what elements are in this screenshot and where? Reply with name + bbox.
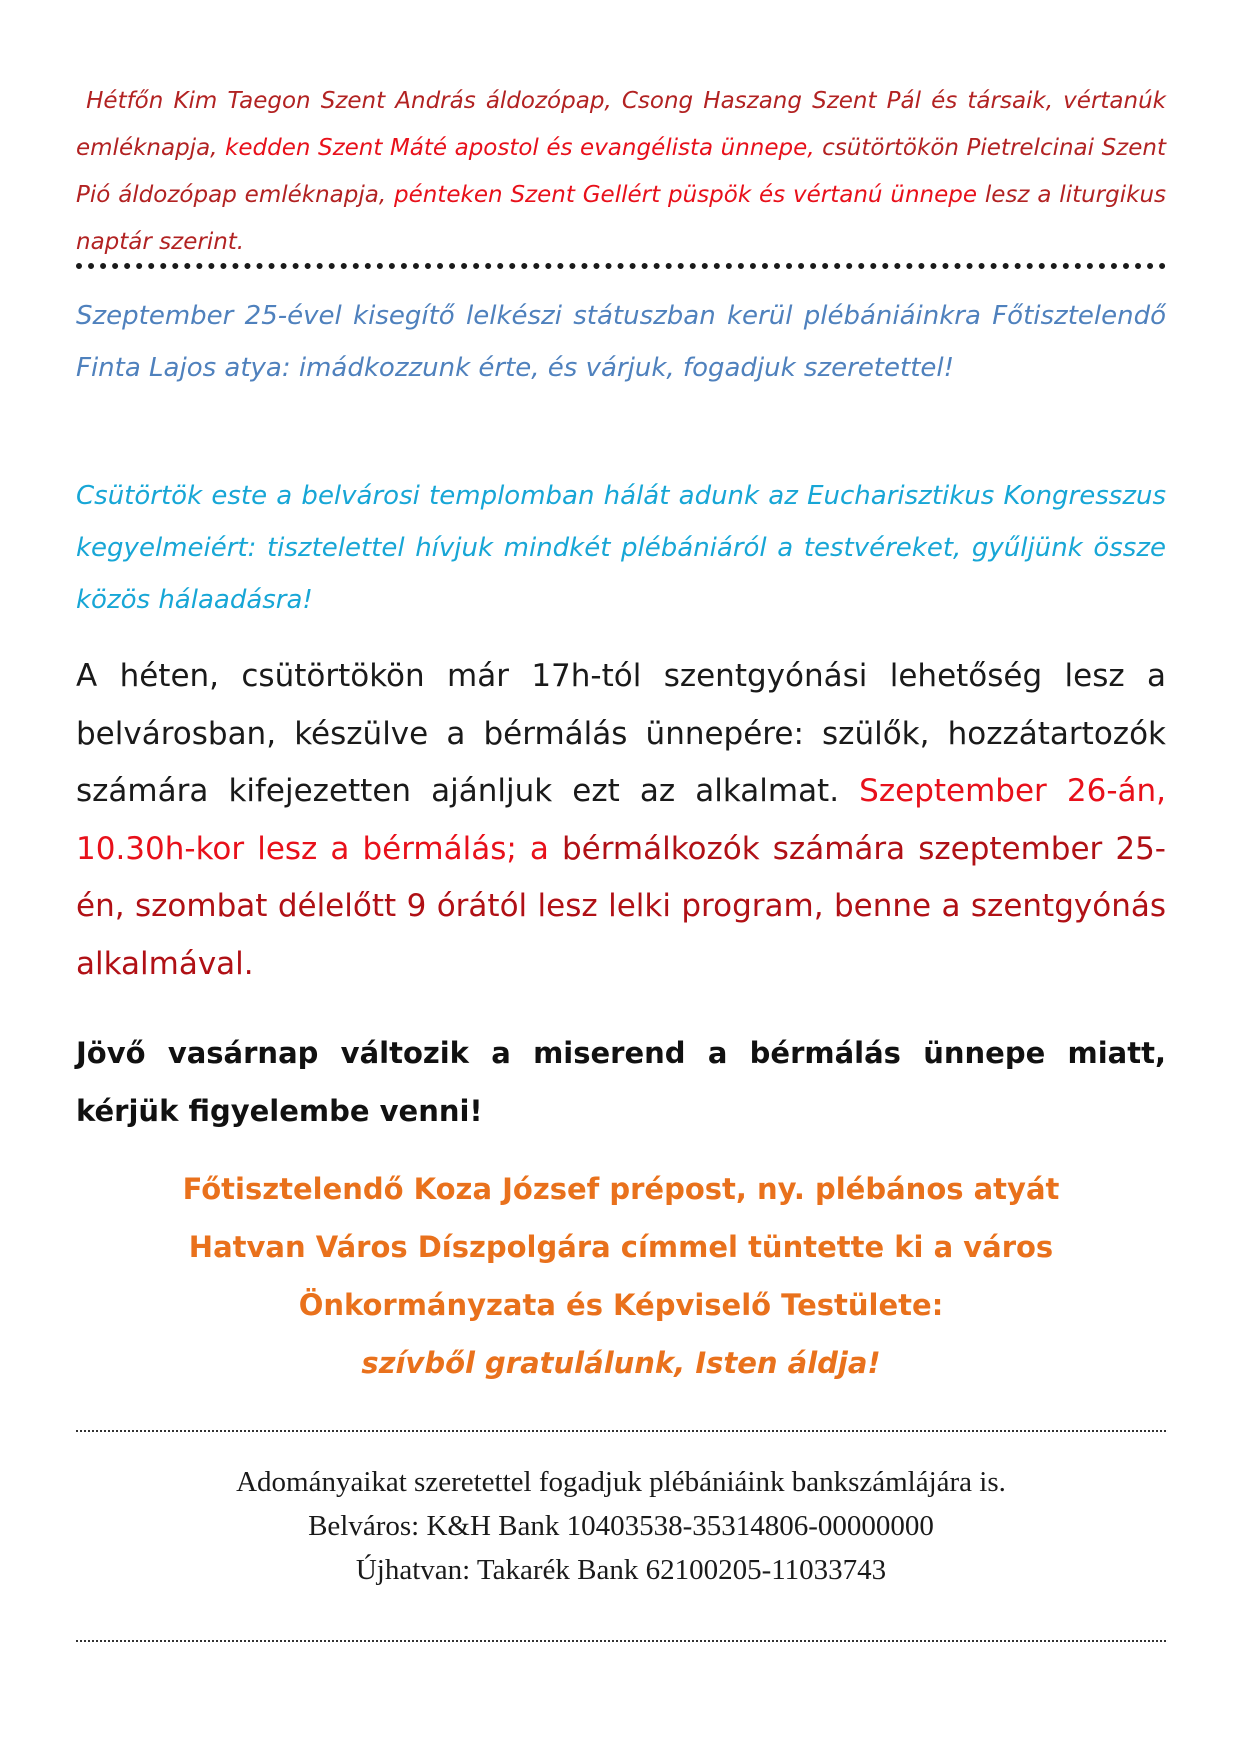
section-divider <box>76 263 1166 269</box>
confirmation-date: Szeptember 26-án, 10.30h-kor lesz a bérmálás; a <box>76 773 1167 867</box>
liturgy-monday: Hétfőn Kim Taegon Szent András áldozópap, Csong Haszang Szent Pál és társaik, vértanúk emléknapja, <box>76 88 1166 161</box>
confirmation-paragraph <box>76 648 1166 993</box>
mass-schedule-notice: Jövő vasárnap változik a miserend a bérmálás ünnepe miatt, kérjük figyelembe venni! <box>76 1036 1166 1128</box>
honor-line: Önkormányzata és Képviselő Testülete: <box>298 1288 944 1322</box>
liturgy-closing: lesz a liturgikus naptár szerint. <box>76 182 1167 255</box>
honor-announcement <box>76 1160 1166 1392</box>
bank-account-ujhatvan: Újhatvan: Takarék Bank 62100205-11033743 <box>355 1554 887 1586</box>
donation-info <box>76 1460 1166 1592</box>
liturgy-tuesday: kedden Szent Máté apostol és evangélista ünnepe, <box>225 135 815 161</box>
donation-intro: Adományaikat szeretettel fogadjuk plébániáink bankszámlájára is. <box>236 1466 1006 1498</box>
confirmation-program: bérmálkozók számára szeptember 25-én, szombat délelőtt 9 órától lesz lelki program, benne a szentgyónás alkalmával. <box>76 830 1166 982</box>
dotted-divider <box>76 1640 1166 1642</box>
honor-line: Főtisztelendő Koza József prépost, ny. plébános atyát <box>182 1172 1060 1206</box>
confession-info: A héten, csütörtökön már 17h-tól szentgyónási lehetőség lesz a belvárosban, készülve a bérmálás ünnepére: szülők, hozzátartozók számára kifejezetten ajánljuk ezt az alkalmat. <box>76 658 1166 809</box>
dotted-divider <box>76 1430 1166 1432</box>
liturgy-thursday: csütörtökön Pietrelcinai Szent Pió áldozópap emléknapja, <box>76 135 1166 208</box>
bank-account-belvaros: Belváros: K&H Bank 10403538-35314806-00000000 <box>308 1510 934 1542</box>
liturgical-calendar-paragraph <box>76 78 1166 266</box>
liturgy-friday: pénteken Szent Gellért püspök és vértanú ünnepe <box>394 182 977 208</box>
finta-announcement: Szeptember 25-ével kisegítő lelkészi státuszban kerül plébániáinkra Főtisztelendő Finta Lajos atya: imádkozzunk érte, és várjuk, fogadjuk szeretettel! <box>76 301 1166 383</box>
eucharist-announcement: Csütörtök este a belvárosi templomban hálát adunk az Eucharisztikus Kongresszus kegyelmeiért: tisztelettel hívjuk mindkét plébániáról a testvéreket, gyűljünk össze közös hálaadásra! <box>76 481 1166 615</box>
honor-line: Hatvan Város Díszpolgára címmel tüntette ki a város <box>188 1230 1054 1264</box>
honor-congratulation: szívből gratulálunk, Isten áldja! <box>361 1346 881 1380</box>
